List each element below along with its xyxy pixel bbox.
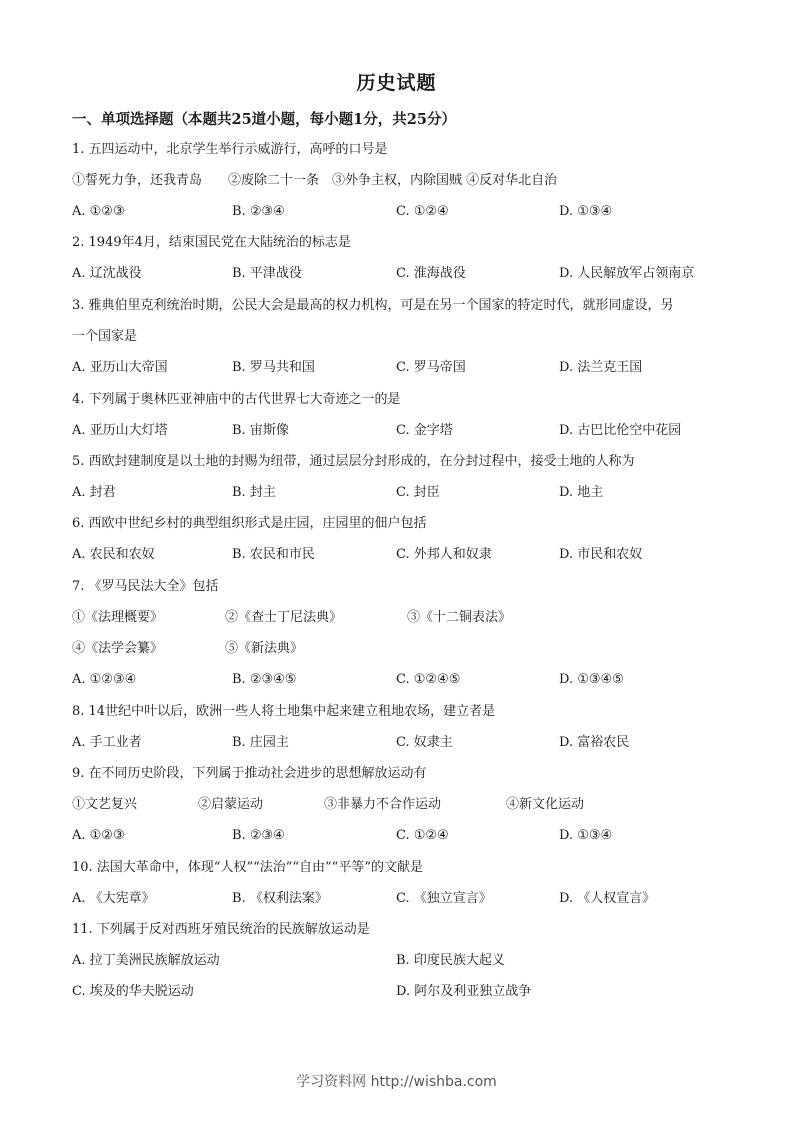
option-a: A. ①②③④ [72, 672, 137, 687]
option-c: C. 埃及的华夫脱运动 [72, 984, 194, 999]
option-b: B. 农民和市民 [232, 547, 315, 562]
option-b: B. ②③④ [232, 828, 285, 843]
option-d: D. 法兰克王国 [559, 360, 643, 375]
option-d: D. 富裕农民 [559, 735, 630, 750]
option-d: D. ①③④ [559, 204, 613, 219]
option-c: C. 《独立宣言》 [396, 891, 492, 906]
question-3-stem-cont: 一个国家是 [72, 329, 138, 344]
option-c: C. 外邦人和奴隶 [396, 547, 492, 562]
question-10-stem: 10. 法国大革命中，体现“人权”“法治”“自由”“平等”的文献是 [72, 860, 423, 875]
question-5-stem: 5. 西欧封建制度是以土地的封赐为纽带，通过层层分封形成的，在分封过程中，接受土地的人称为 [72, 454, 635, 469]
question-3-stem: 3. 雅典伯里克利统治时期，公民大会是最高的权力机构，可是在另一个国家的特定时代，就形同虚设，另 [72, 298, 674, 313]
item: ①文艺复兴 [72, 797, 138, 812]
option-b: B. 罗马共和国 [232, 360, 315, 375]
option-d: D. ①③④ [559, 828, 613, 843]
option-c: C. 奴隶主 [396, 735, 453, 750]
option-a: A. ①②③ [72, 828, 125, 843]
question-9-stem: 9. 在不同历史阶段，下列属于推动社会进步的思想解放运动有 [72, 766, 427, 781]
option-c: C. ①②④ [396, 828, 449, 843]
option-d: D. 古巴比伦空中花园 [559, 423, 682, 438]
option-b: B. 宙斯像 [232, 423, 289, 438]
option-d: D. 阿尔及利亚独立战争 [396, 984, 532, 999]
option-d: D. 地主 [559, 485, 604, 500]
option-b: B. ②③④ [232, 204, 285, 219]
item: ③非暴力不合作运动 [324, 797, 442, 812]
option-c: C. 封臣 [396, 485, 440, 500]
item: ③《十二铜表法》 [407, 610, 512, 625]
item: ②启蒙运动 [198, 797, 264, 812]
option-d: D. 市民和农奴 [559, 547, 643, 562]
option-a: A. 拉丁美洲民族解放运动 [72, 953, 220, 968]
option-d: D. 《人权宣言》 [559, 891, 656, 906]
option-c: C. ①②④ [396, 204, 449, 219]
option-b: B. 平津战役 [232, 266, 302, 281]
option-d: D. 人民解放军占领南京 [559, 266, 695, 281]
item: ④新文化运动 [506, 797, 585, 812]
option-a: A. 亚历山大帝国 [72, 360, 168, 375]
option-c: C. 罗马帝国 [396, 360, 466, 375]
page-title: 历史试题 [356, 72, 437, 94]
option-b: B. 《权利法案》 [232, 891, 328, 906]
question-1-choices: ①誓死力争，还我青岛 ②废除二十一条 ③外争主权，内除国贼 ④反对华北自治 [72, 173, 558, 188]
item: ①《法理概要》 [72, 610, 164, 625]
question-1-stem: 1. 五四运动中，北京学生举行示威游行，高呼的口号是 [72, 142, 388, 157]
option-a: A. 手工业者 [72, 735, 142, 750]
option-a: A. 亚历山大灯塔 [72, 423, 168, 438]
option-b: B. 印度民族大起义 [396, 953, 505, 968]
option-a: A. 辽沈战役 [72, 266, 142, 281]
item: ⑤《新法典》 [225, 641, 304, 656]
option-c: C. 金字塔 [396, 423, 453, 438]
option-a: A. 封君 [72, 485, 116, 500]
question-7-stem: 7. 《罗马民法大全》包括 [72, 579, 219, 594]
option-b: B. 庄园主 [232, 735, 289, 750]
item: ④《法学会纂》 [72, 641, 164, 656]
option-a: A. 《大宪章》 [72, 891, 155, 906]
option-d: D. ①③④⑤ [559, 672, 624, 687]
footer-watermark: 学习资料网 http://wishba.com [296, 1074, 497, 1090]
option-a: A. ①②③ [72, 204, 125, 219]
item: ②《查士丁尼法典》 [225, 610, 343, 625]
option-c: C. 淮海战役 [396, 266, 466, 281]
option-b: B. ②③④⑤ [232, 672, 297, 687]
option-c: C. ①②④⑤ [396, 672, 461, 687]
option-a: A. 农民和农奴 [72, 547, 155, 562]
question-11-stem: 11. 下列属于反对西班牙殖民统治的民族解放运动是 [72, 922, 370, 937]
question-2-stem: 2. 1949年4月，结束国民党在大陆统治的标志是 [72, 235, 351, 250]
question-4-stem: 4. 下列属于奥林匹亚神庙中的古代世界七大奇迹之一的是 [72, 392, 401, 407]
option-b: B. 封主 [232, 485, 276, 500]
question-8-stem: 8. 14世纪中叶以后，欧洲一些人将土地集中起来建立租地农场，建立者是 [72, 704, 496, 719]
question-6-stem: 6. 西欧中世纪乡村的典型组织形式是庄园，庄园里的佃户包括 [72, 516, 427, 531]
section-heading: 一、单项选择题（本题共25道小题，每小题1分，共25分） [72, 111, 456, 128]
